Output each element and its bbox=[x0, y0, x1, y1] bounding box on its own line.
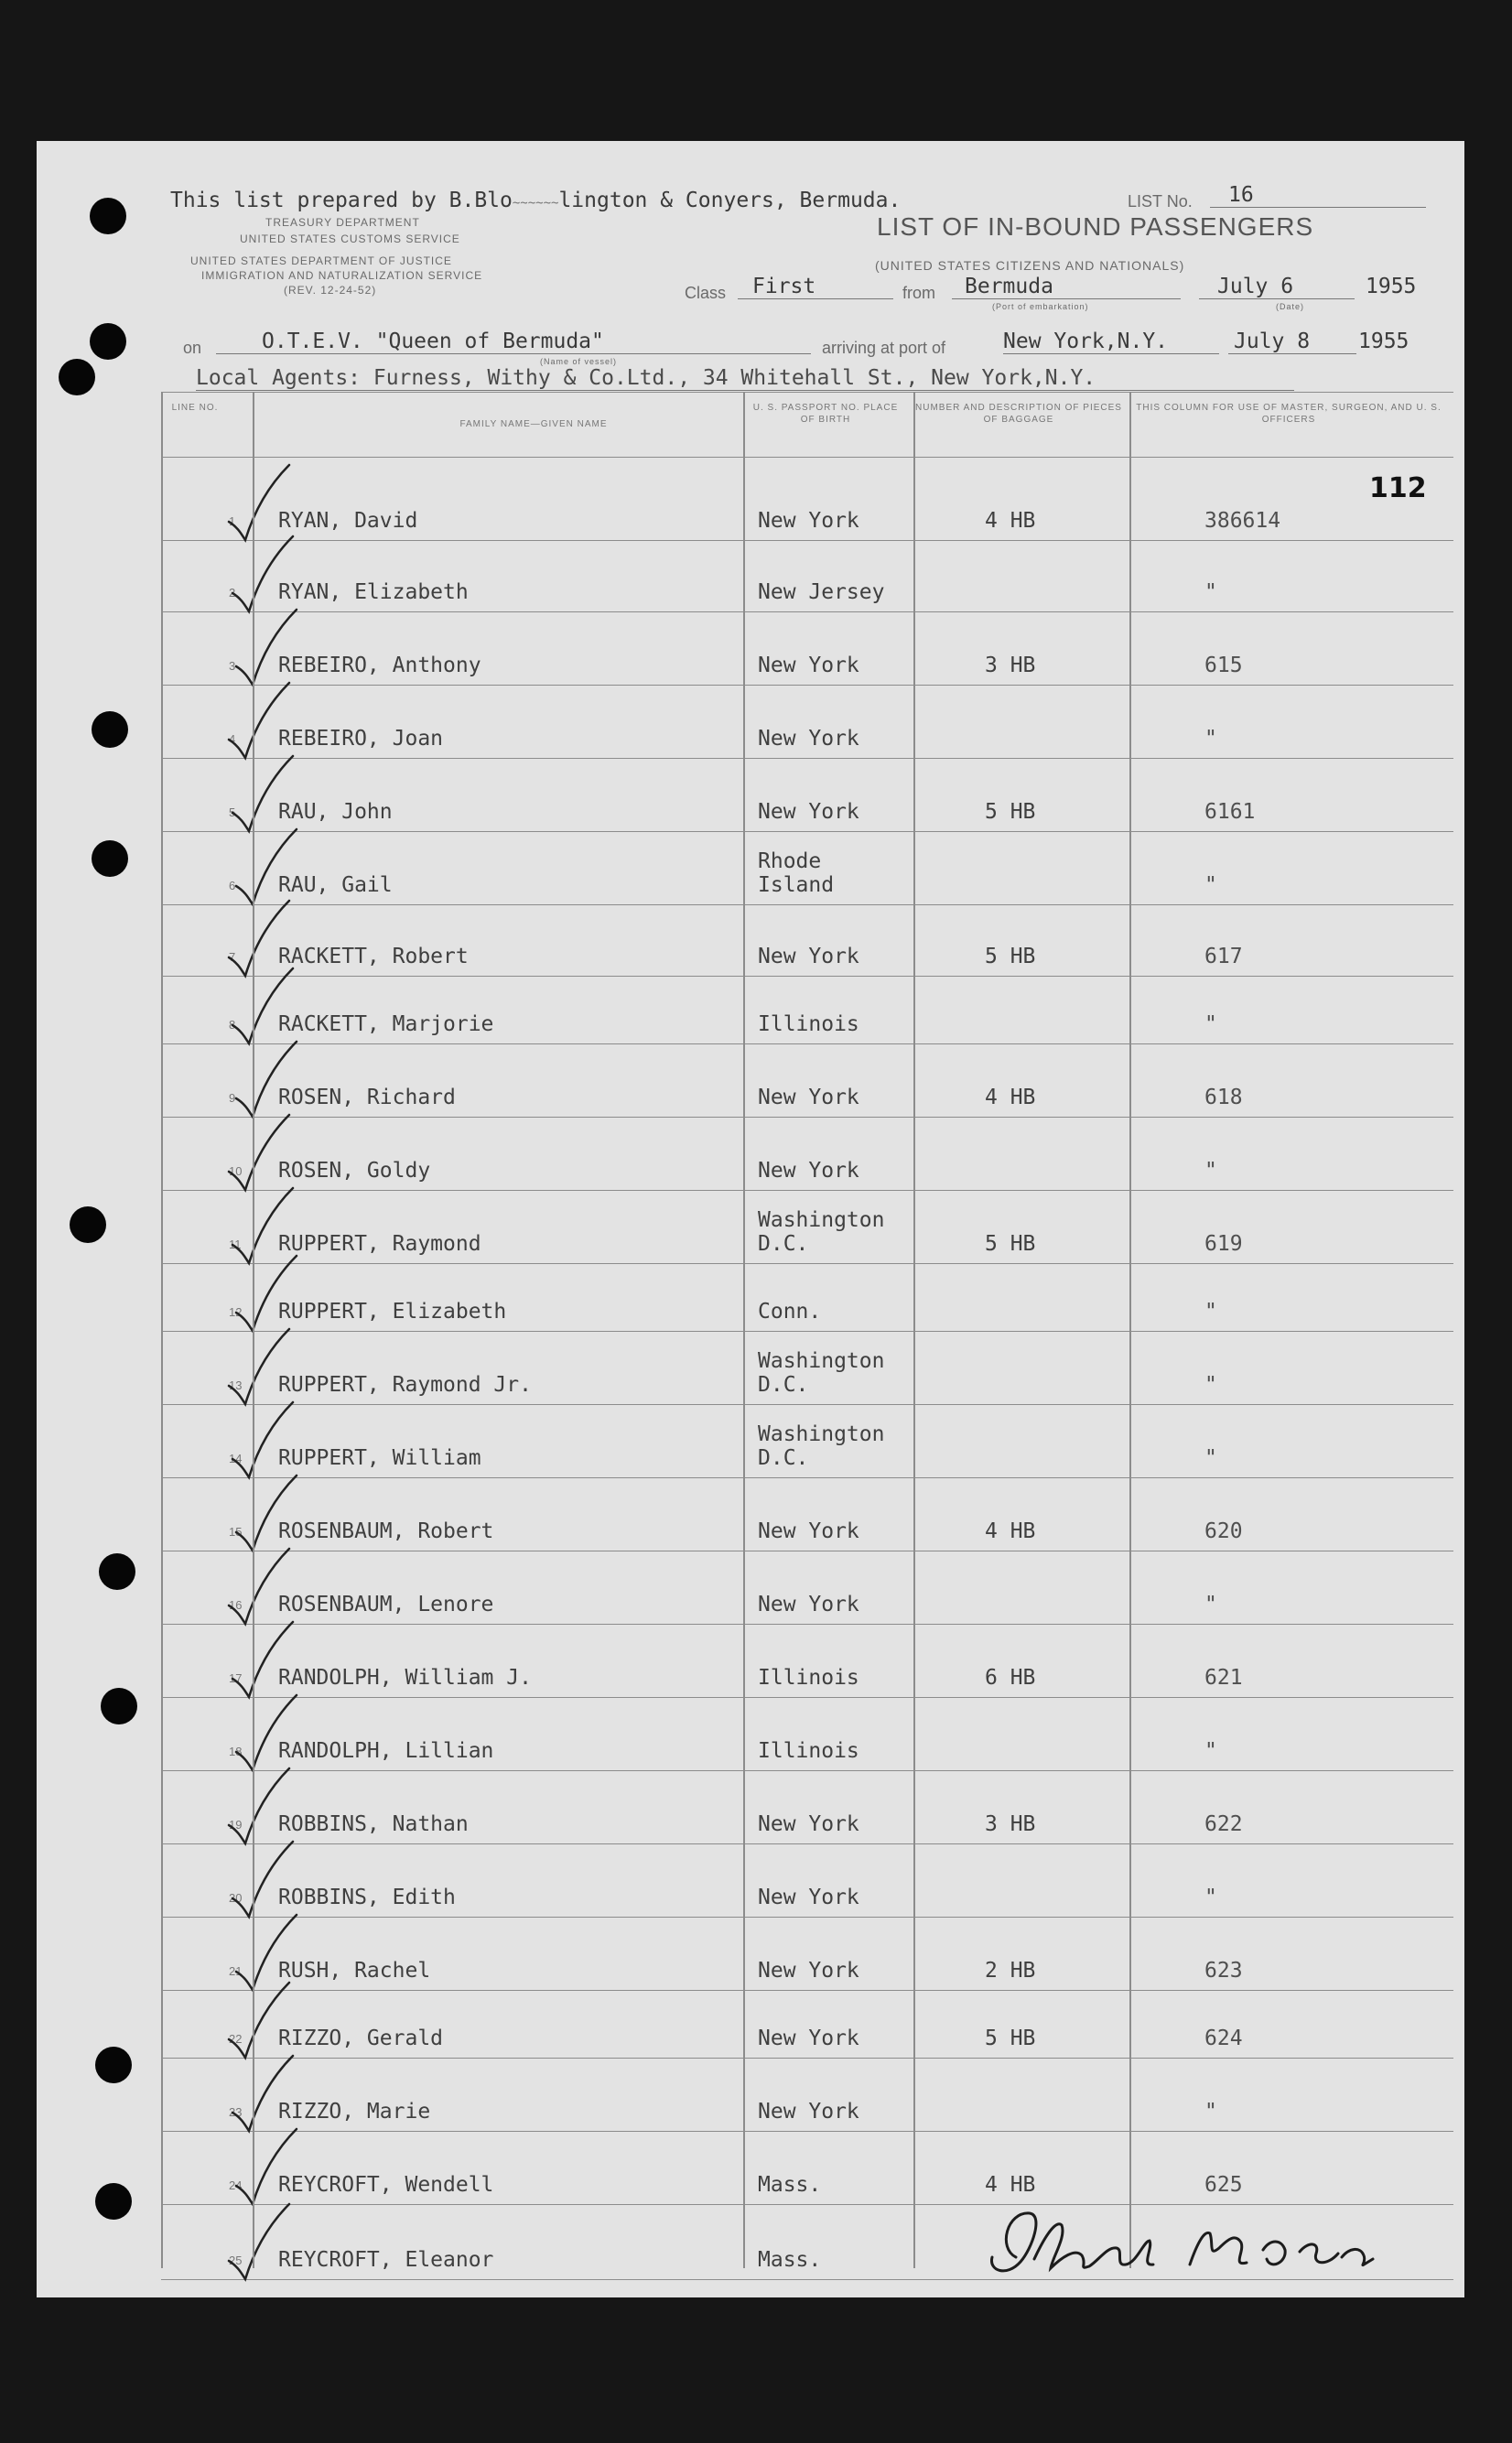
passenger-name: RANDOLPH, Lillian bbox=[278, 1739, 494, 1763]
birthplace: New York bbox=[758, 1886, 859, 1909]
check-mark-icon bbox=[232, 1472, 306, 1554]
check-mark-icon bbox=[232, 1252, 306, 1335]
birthplace: New York bbox=[758, 509, 859, 533]
table-row bbox=[161, 1551, 1453, 1625]
official-reference: " bbox=[1204, 2100, 1217, 2124]
official-reference: " bbox=[1204, 1446, 1217, 1470]
official-reference: 615 bbox=[1204, 654, 1243, 677]
column-divider bbox=[743, 392, 745, 2268]
official-reference: " bbox=[1204, 1012, 1217, 1036]
birthplace: New Jersey bbox=[758, 580, 885, 604]
list-number-label: LIST No. bbox=[1128, 192, 1193, 211]
line-number: 24 bbox=[229, 2178, 243, 2192]
official-reference: 622 bbox=[1204, 1812, 1243, 1836]
birthplace: New York bbox=[758, 800, 859, 824]
line-number: 5 bbox=[229, 805, 236, 819]
passenger-name: RUPPERT, Raymond bbox=[278, 1232, 481, 1256]
baggage: 4 HB bbox=[985, 2173, 1036, 2197]
column-divider bbox=[253, 392, 254, 2268]
official-reference: 624 bbox=[1204, 2027, 1243, 2050]
local-agents-line bbox=[196, 366, 1294, 391]
birthplace: New York bbox=[758, 1086, 859, 1109]
line-number: 14 bbox=[229, 1452, 243, 1465]
line-number: 13 bbox=[229, 1378, 243, 1392]
class-field bbox=[738, 275, 893, 299]
check-mark-icon bbox=[232, 606, 306, 688]
line-number: 4 bbox=[229, 732, 236, 746]
birthplace: New York bbox=[758, 654, 859, 677]
table-row bbox=[161, 456, 1453, 541]
list-number-value: 16 bbox=[1228, 183, 1254, 207]
table-row bbox=[161, 904, 1453, 977]
prepared-by-line: This list prepared by B.Blo~~~~~~lington & Conyers, Bermuda. bbox=[170, 189, 902, 212]
table-row bbox=[161, 1404, 1453, 1478]
check-mark-icon bbox=[225, 1979, 298, 2061]
embarkation-year: 1955 bbox=[1366, 275, 1417, 298]
passenger-name: RYAN, David bbox=[278, 509, 418, 533]
line-number: 17 bbox=[229, 1671, 243, 1685]
vessel-name: O.T.E.V. "Queen of Bermuda" bbox=[262, 330, 604, 353]
column-divider bbox=[913, 392, 915, 2268]
immigration-service: IMMIGRATION AND NATURALIZATION SERVICE bbox=[201, 269, 483, 282]
line-number: 10 bbox=[229, 1164, 243, 1178]
passenger-name: RACKETT, Marjorie bbox=[278, 1012, 494, 1036]
check-mark-icon bbox=[229, 533, 302, 615]
binder-hole bbox=[101, 1688, 137, 1724]
table-row bbox=[161, 1190, 1453, 1264]
class-value: First bbox=[752, 275, 816, 298]
birthplace: Illinois bbox=[758, 1012, 859, 1036]
table-row bbox=[161, 1331, 1453, 1405]
passenger-name: RUPPERT, Elizabeth bbox=[278, 1300, 507, 1324]
passenger-name: RACKETT, Robert bbox=[278, 945, 469, 968]
prepared-by-text: This list prepared by B.Blo bbox=[170, 189, 513, 212]
table-row bbox=[161, 1624, 1453, 1698]
line-number: 25 bbox=[229, 2254, 243, 2267]
embarkation-port-field bbox=[952, 275, 1181, 299]
check-mark-icon bbox=[229, 965, 302, 1047]
embarkation-caption: (Port of embarkation) bbox=[992, 302, 1089, 311]
line-number: 11 bbox=[229, 1238, 242, 1251]
birthplace: Mass. bbox=[758, 2173, 822, 2197]
official-reference: 619 bbox=[1204, 1232, 1243, 1256]
birthplace: New York bbox=[758, 1812, 859, 1836]
binder-hole bbox=[95, 2047, 132, 2083]
official-reference: 621 bbox=[1204, 1666, 1243, 1690]
birthplace: New York bbox=[758, 1593, 859, 1616]
line-number: 15 bbox=[229, 1525, 243, 1539]
column-divider bbox=[1129, 392, 1131, 2268]
official-reference: 625 bbox=[1204, 2173, 1243, 2197]
official-reference: 618 bbox=[1204, 1086, 1243, 1109]
check-mark-icon bbox=[229, 1618, 302, 1701]
passenger-name: ROSEN, Goldy bbox=[278, 1159, 431, 1183]
table-row bbox=[161, 1843, 1453, 1918]
check-mark-icon bbox=[225, 2200, 298, 2283]
binder-hole bbox=[95, 2183, 132, 2220]
arrival-port-field bbox=[1003, 330, 1219, 354]
official-reference: " bbox=[1204, 1593, 1217, 1616]
embarkation-date: July 6 bbox=[1217, 275, 1294, 298]
official-reference: 386614 bbox=[1204, 509, 1281, 533]
baggage: 5 HB bbox=[985, 2027, 1036, 2050]
birthplace: Washington D.C. bbox=[758, 1208, 885, 1256]
class-label: Class bbox=[685, 284, 727, 302]
check-mark-icon bbox=[225, 1765, 298, 1847]
passenger-name: REYCROFT, Wendell bbox=[278, 2173, 494, 2197]
baggage: 4 HB bbox=[985, 1086, 1036, 1109]
birthplace: Mass. bbox=[758, 2248, 822, 2272]
line-number: 3 bbox=[229, 659, 236, 673]
baggage: 4 HB bbox=[985, 1519, 1036, 1543]
official-reference: " bbox=[1204, 580, 1217, 604]
baggage: 5 HB bbox=[985, 800, 1036, 824]
official-reference: 620 bbox=[1204, 1519, 1243, 1543]
date-caption: (Date) bbox=[1276, 302, 1305, 311]
arriving-label: arriving at port of bbox=[822, 339, 946, 357]
form-revision: (REV. 12-24-52) bbox=[284, 284, 377, 297]
passenger-name: RAU, John bbox=[278, 800, 393, 824]
passenger-name: REBEIRO, Anthony bbox=[278, 654, 481, 677]
arrival-date-field bbox=[1228, 330, 1356, 354]
passenger-name: RUPPERT, Raymond Jr. bbox=[278, 1373, 532, 1397]
official-reference: " bbox=[1204, 1300, 1217, 1324]
table-row bbox=[161, 685, 1453, 759]
passenger-name: RIZZO, Gerald bbox=[278, 2027, 444, 2050]
passenger-name: RUSH, Rachel bbox=[278, 1959, 431, 1983]
baggage: 6 HB bbox=[985, 1666, 1036, 1690]
table-row bbox=[161, 831, 1453, 905]
check-mark-icon bbox=[225, 1545, 298, 1627]
check-mark-icon bbox=[225, 679, 298, 762]
check-mark-icon bbox=[225, 1325, 298, 1408]
baggage: 3 HB bbox=[985, 654, 1036, 677]
birthplace: New York bbox=[758, 1959, 859, 1983]
line-number: 6 bbox=[229, 879, 236, 892]
passenger-name: ROBBINS, Nathan bbox=[278, 1812, 469, 1836]
table-row bbox=[161, 1477, 1453, 1551]
binder-hole bbox=[90, 198, 126, 234]
line-number: 22 bbox=[229, 2032, 243, 2046]
check-mark-icon bbox=[232, 826, 306, 908]
column-divider bbox=[161, 392, 163, 2268]
check-mark-icon bbox=[225, 1111, 298, 1194]
col-header-passport: U. S. PASSPORT NO. PLACE OF BIRTH bbox=[752, 403, 899, 425]
vessel-field bbox=[216, 330, 811, 354]
line-number: 8 bbox=[229, 1018, 236, 1032]
passenger-name: RANDOLPH, William J. bbox=[278, 1666, 532, 1690]
table-row bbox=[161, 1043, 1453, 1118]
justice-dept: UNITED STATES DEPARTMENT OF JUSTICE bbox=[190, 254, 452, 267]
col-header-name: FAMILY NAME—GIVEN NAME bbox=[459, 419, 608, 429]
passenger-name: RIZZO, Marie bbox=[278, 2100, 431, 2124]
birthplace: New York bbox=[758, 1519, 859, 1543]
arrival-port: New York,N.Y. bbox=[1003, 330, 1169, 353]
binder-hole bbox=[90, 323, 126, 360]
line-number: 2 bbox=[229, 586, 236, 600]
table-row bbox=[161, 1263, 1453, 1332]
baggage: 4 HB bbox=[985, 509, 1036, 533]
binder-hole bbox=[59, 359, 95, 395]
check-mark-icon bbox=[232, 2125, 306, 2208]
birthplace: Illinois bbox=[758, 1739, 859, 1763]
official-reference: " bbox=[1204, 1886, 1217, 1909]
from-label: from bbox=[902, 284, 935, 302]
official-reference: " bbox=[1204, 727, 1217, 751]
baggage: 3 HB bbox=[985, 1812, 1036, 1836]
check-mark-icon bbox=[232, 1038, 306, 1120]
passenger-name: ROSENBAUM, Lenore bbox=[278, 1593, 494, 1616]
page-number: 112 bbox=[1369, 472, 1427, 504]
line-number: 7 bbox=[229, 950, 236, 964]
baggage: 5 HB bbox=[985, 945, 1036, 968]
customs-service: UNITED STATES CUSTOMS SERVICE bbox=[240, 232, 460, 245]
line-number: 16 bbox=[229, 1598, 243, 1612]
on-label: on bbox=[183, 339, 202, 357]
official-reference: " bbox=[1204, 1159, 1217, 1183]
birthplace: New York bbox=[758, 727, 859, 751]
line-number: 1 bbox=[229, 514, 236, 528]
passenger-name: ROSENBAUM, Robert bbox=[278, 1519, 494, 1543]
passenger-name: RUPPERT, William bbox=[278, 1446, 481, 1470]
birthplace: New York bbox=[758, 2027, 859, 2050]
table-row bbox=[161, 976, 1453, 1044]
col-header-line-no: LINE NO. bbox=[171, 403, 219, 413]
line-number: 12 bbox=[229, 1305, 243, 1319]
passenger-name: RAU, Gail bbox=[278, 873, 393, 897]
passenger-table bbox=[161, 392, 1453, 2272]
binder-hole bbox=[92, 711, 128, 748]
check-mark-icon bbox=[229, 1399, 302, 1481]
official-reference: 623 bbox=[1204, 1959, 1243, 1983]
check-mark-icon bbox=[232, 1692, 306, 1774]
col-header-official: THIS COLUMN FOR USE OF MASTER, SURGEON, AND U. S. OFFICERS bbox=[1136, 403, 1442, 425]
baggage: 2 HB bbox=[985, 1959, 1036, 1983]
table-row bbox=[161, 758, 1453, 832]
passenger-name: REYCROFT, Eleanor bbox=[278, 2248, 494, 2272]
birthplace: Washington D.C. bbox=[758, 1422, 885, 1470]
vessel-caption: (Name of vessel) bbox=[540, 357, 618, 366]
treasury-dept: TREASURY DEPARTMENT bbox=[265, 216, 420, 229]
baggage: 5 HB bbox=[985, 1232, 1036, 1256]
birthplace: Rhode Island bbox=[758, 849, 835, 897]
column-header-row bbox=[161, 392, 1453, 458]
local-agents: Local Agents: Furness, Withy & Co.Ltd., 34 Whitehall St., New York,N.Y. bbox=[196, 366, 1096, 390]
arrival-year: 1955 bbox=[1358, 330, 1409, 353]
prepared-by-tail: lington & Conyers, Bermuda. bbox=[558, 189, 902, 212]
birthplace: New York bbox=[758, 945, 859, 968]
table-row bbox=[161, 1697, 1453, 1771]
arrival-date: July 8 bbox=[1234, 330, 1311, 353]
check-mark-icon bbox=[229, 2052, 302, 2135]
table-row bbox=[161, 2058, 1453, 2132]
table-row bbox=[161, 1917, 1453, 1991]
line-number: 21 bbox=[229, 1964, 243, 1978]
line-number: 19 bbox=[229, 1818, 243, 1832]
binder-hole bbox=[92, 840, 128, 877]
table-row bbox=[161, 1990, 1453, 2059]
line-number: 9 bbox=[229, 1091, 236, 1105]
passenger-name: ROBBINS, Edith bbox=[278, 1886, 456, 1909]
line-number: 23 bbox=[229, 2105, 243, 2119]
official-reference: " bbox=[1204, 873, 1217, 897]
official-reference: 6161 bbox=[1204, 800, 1256, 824]
form-subtitle: (UNITED STATES CITIZENS AND NATIONALS) bbox=[875, 258, 1185, 273]
table-row bbox=[161, 1770, 1453, 1844]
birthplace: Illinois bbox=[758, 1666, 859, 1690]
binder-hole bbox=[70, 1206, 106, 1243]
table-row bbox=[161, 540, 1453, 612]
line-number: 20 bbox=[229, 1891, 243, 1905]
col-header-baggage: NUMBER AND DESCRIPTION OF PIECES OF BAGGAGE bbox=[915, 403, 1122, 425]
passenger-name: RYAN, Elizabeth bbox=[278, 580, 469, 604]
birthplace: New York bbox=[758, 2100, 859, 2124]
list-number bbox=[1210, 183, 1426, 208]
birthplace: Washington D.C. bbox=[758, 1349, 885, 1397]
table-row bbox=[161, 611, 1453, 686]
signature-image bbox=[979, 2193, 1391, 2288]
binder-hole bbox=[99, 1553, 135, 1590]
check-mark-icon bbox=[229, 1838, 302, 1920]
passenger-name: ROSEN, Richard bbox=[278, 1086, 456, 1109]
table-row bbox=[161, 1117, 1453, 1191]
embarkation-port: Bermuda bbox=[965, 275, 1053, 298]
passenger-name: REBEIRO, Joan bbox=[278, 727, 444, 751]
official-reference: 617 bbox=[1204, 945, 1243, 968]
check-mark-icon bbox=[225, 461, 298, 544]
embarkation-date-field bbox=[1199, 275, 1355, 299]
check-mark-icon bbox=[229, 752, 302, 835]
birthplace: Conn. bbox=[758, 1300, 822, 1324]
line-number: 18 bbox=[229, 1745, 243, 1758]
official-reference: " bbox=[1204, 1739, 1217, 1763]
birthplace: New York bbox=[758, 1159, 859, 1183]
form-title: LIST OF IN-BOUND PASSENGERS bbox=[877, 212, 1314, 241]
official-reference: " bbox=[1204, 1373, 1217, 1397]
